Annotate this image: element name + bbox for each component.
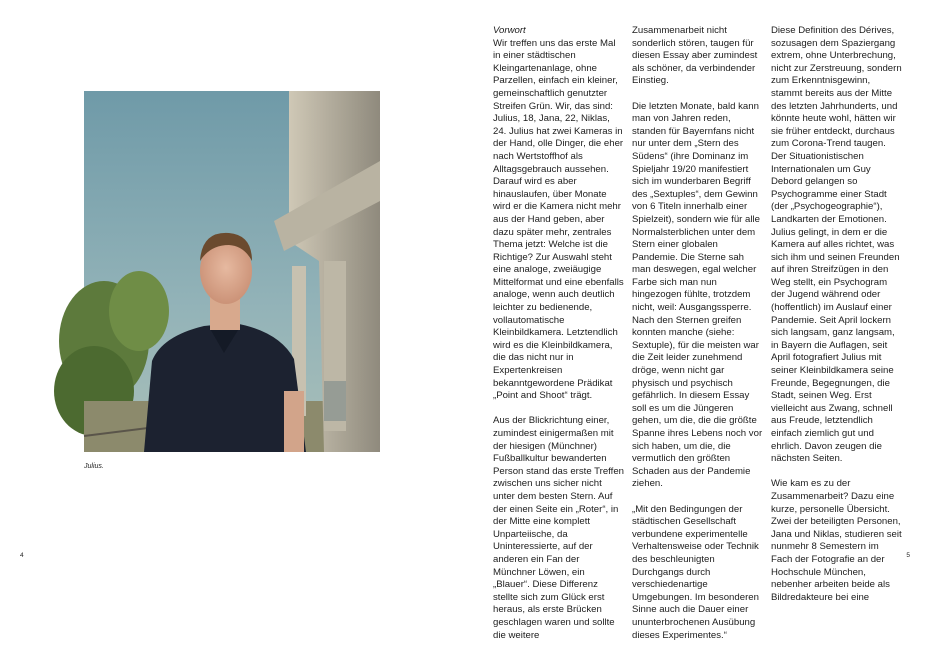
paragraph: Aus der Blickrichtung einer, zumindest einigermaßen mit der hiesigen (Münchner) Fußballkultur bewanderten Person stand das erste Treffen zwischen uns sicher nicht unter dem besten Stern. Auf der einen Seite ein „Roter“, in der Mitte eine komplett Unparteiische, da Uninteressierte, auf der anderen ein Fan der Münchner Löwen, ein „Blauer“. Diese Differenz stellte sich zum Glück erst heraus, als erste Brücken geschlagen waren und sollte die weitere xyxy=(493,415,625,641)
page-number-left: 4 xyxy=(20,552,24,559)
portrait-image xyxy=(84,91,380,452)
right-page xyxy=(465,0,930,641)
text-column-2 xyxy=(632,25,763,655)
paragraph: Diese Definition des Dérives, sozusagen dem Spaziergang extrem, ohne Unterbrechung, nicht zur Zerstreuung, sondern zum Erkenntnisgewinn, stammt bereits aus der Mitte des letzten Jahrhunderts, und könnte heute wohl, hätten wir sie früher entdeckt, durchaus zum Corona-Trend taugen. Der Situationistischen Internationalen um Guy Debord gelangen so Psychogramme einer Stadt (der „Psychogeographie“), Landkarten der Emotionen. Julius gelingt, in dem er die Kamera auf alles richtet, was sich ihm und seinen Freunden auf ihren Streifzügen in den Weg stellt, ein Psychogram der Jugend während oder (hoffentlich) im Auslauf einer Pandemie. Seit April lockern sich langsam, ganz langsam, in Bayern die Auflagen, seit April fotografiert Julius mit seiner Kleinbildkamera seine Freunde, Begegnungen, die Stadt, seinen Weg. Erst vielleicht aus Zwang, schnell aus Freude, letztendlich einfach ziemlich gut und ehrlich. Davon zeugen die nächsten Seiten. xyxy=(771,25,902,465)
text-column-1 xyxy=(493,25,624,655)
paragraph: Wie kam es zu der Zusammenarbeit? Dazu eine kurze, personelle Übersicht. Zwei der beteiligten Personen, Jana und Niklas, studieren seit nunmehr 8 Semestern im Fach der Fotografie an der Hochschule München, nebenher arbeiten beide als Bildredakteure bei eine xyxy=(771,478,902,603)
portrait-photo xyxy=(84,91,380,452)
left-page xyxy=(0,0,465,576)
quote-paragraph: „Mit den Bedingungen der städtischen Gesellschaft verbundene experimentelle Verhaltensweise oder Technik des beschleunigten Durchgangs durch verschiedenartige Umgebungen. Im besonderen Sinne auch die Dauer einer ununterbrochenen Ausübung dieses Experimentes.“ xyxy=(632,503,759,641)
paragraph: Zusammenarbeit nicht sonderlich stören, taugen für diesen Essay aber zumindest als schöner, da verbindender Einstieg. xyxy=(632,25,758,87)
paragraph: Die letzten Monate, bald kann man von Jahren reden, standen für Bayernfans nicht nur unter dem „Stern des Südens“ (ihre Dominanz im Spieljahr 19/20 manifestiert sich im wunderbaren Begriff des „Sextuples“, dem Gewinn von 6 Titeln innerhalb einer Spielzeit), sondern wie für alle Normalsterblichen unter dem Stern einer globalen Pandemie. Die Sterne sah man deswegen, egal welcher Farbe sich man nun hingezogen fühlte, trotzdem nicht, weil: Ausgangssperre. Nach den Sternen greifen konnten manche (siehe: Sextuple), für die meisten war die Zeit leider zunehmend dröge, wenn nicht gar physisch und psychisch gefährlich. In diesem Essay soll es um die Jüngeren gehen, um die, die die größte Spanne ihres Lebens noch vor sich haben, um die, die vermutlich den größten Schaden aus der Pandemie ziehen. xyxy=(632,100,763,490)
section-heading: Vorwort xyxy=(493,25,526,36)
photo-caption: Julius. xyxy=(84,463,104,470)
text-column-3 xyxy=(771,25,902,617)
page-number-right: 5 xyxy=(906,552,910,559)
paragraph: Wir treffen uns das erste Mal in einer städtischen Kleingartenanlage, ohne Parzellen, einfach ein kleiner, gemeinschaftlich genutzter Streifen Grün. Wir, das sind: Julius, 18, Jana, 22, Niklas, 24. Julius hat zwei Kameras in der Hand, olle Dinger, die eher nach Wertstoffhof als Alltagsgebrauch aussehen. Darauf wird es aber hinauslaufen, über Monate wird er die Kamera nicht mehr aus der Hand geben, aber dazu später mehr, zentrales Thema jetzt: Welche ist die Richtige? Zur Auswahl steht eine analoge, zweiäugige Mittelformat und eine ebenfalls analoge, wenn auch deutlich leichter zu bedienende, vollautomatische Kleinbildkamera. Letztendlich wird es die Kleinbildkamera, die das nicht nur in Expertenkreisen bekanntgewordene Prädikat „Point and Shoot“ trägt. xyxy=(493,37,624,402)
